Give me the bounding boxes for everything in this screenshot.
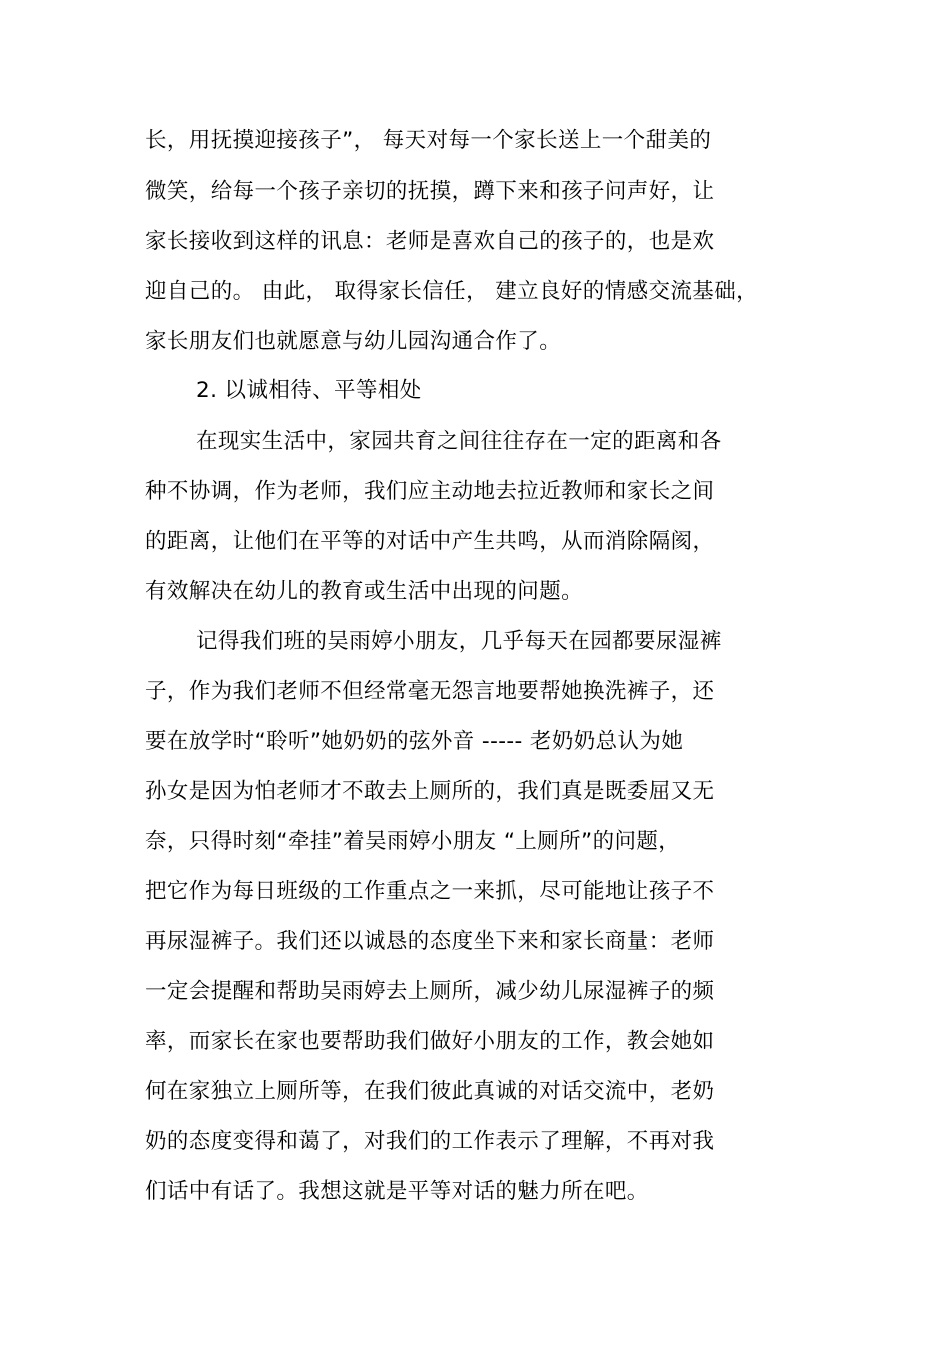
paragraph-1-line-1: 长，用抚摸迎接孩子”， 每天对每一个家长送上一个甜美的 [145, 128, 712, 153]
paragraph-1-line-4: 迎自己的。 由此， 取得家长信任， 建立良好的情感交流基础， [145, 279, 759, 304]
paragraph-1-line-5: 家长朋友们也就愿意与幼儿园沟通合作了。 [145, 329, 562, 354]
paragraph-3-line-8: 一定会提醒和帮助吴雨婷去上厕所，减少幼儿尿湿裤子的频 [145, 979, 715, 1004]
paragraph-2-line-4: 有效解决在幼儿的教育或生活中出现的问题。 [145, 579, 584, 604]
paragraph-1-line-2: 微笑，给每一个孩子亲切的抚摸，蹲下来和孩子问声好，让 [145, 179, 715, 204]
paragraph-3-line-12: 们话中有话了。我想这就是平等对话的魅力所在吧。 [145, 1179, 649, 1204]
paragraph-3-line-1: 记得我们班的吴雨婷小朋友，几乎每天在园都要尿湿裤 [196, 629, 722, 654]
paragraph-2-line-2: 种不协调，作为老师，我们应主动地去拉近教师和家长之间 [145, 479, 715, 504]
paragraph-1-line-3: 家长接收到这样的讯息：老师是喜欢自己的孩子的，也是欢 [145, 229, 715, 254]
paragraph-3-line-7: 再尿湿裤子。我们还以诚恳的态度坐下来和家长商量：老师 [145, 929, 715, 954]
paragraph-3-line-6: 把它作为每日班级的工作重点之一来抓，尽可能地让孩子不 [145, 879, 715, 904]
section-heading-2: 2. 以诚相待、平等相处 [196, 378, 422, 403]
paragraph-3-line-10: 何在家独立上厕所等，在我们彼此真诚的对话交流中，老奶 [145, 1079, 715, 1104]
paragraph-3-line-11: 奶的态度变得和蔼了，对我们的工作表示了理解，不再对我 [145, 1129, 715, 1154]
paragraph-3-line-9: 率，而家长在家也要帮助我们做好小朋友的工作，教会她如 [145, 1029, 715, 1054]
paragraph-3-line-5: 奈，只得时刻“牵挂”着吴雨婷小朋友 “上厕所”的问题， [145, 829, 681, 854]
paragraph-3-line-4: 孙女是因为怕老师才不敢去上厕所的，我们真是既委屈又无 [145, 779, 715, 804]
paragraph-2-line-3: 的距离，让他们在平等的对话中产生共鸣，从而消除隔阂， [145, 529, 715, 554]
paragraph-3-line-2: 子，作为我们老师不但经常毫无怨言地要帮她换洗裤子，还 [145, 679, 715, 704]
paragraph-2-line-1: 在现实生活中，家园共育之间往往存在一定的距离和各 [196, 429, 722, 454]
paragraph-3-line-3: 要在放学时“聆听”她奶奶的弦外音 ----- 老奶奶总认为她 [145, 729, 684, 754]
